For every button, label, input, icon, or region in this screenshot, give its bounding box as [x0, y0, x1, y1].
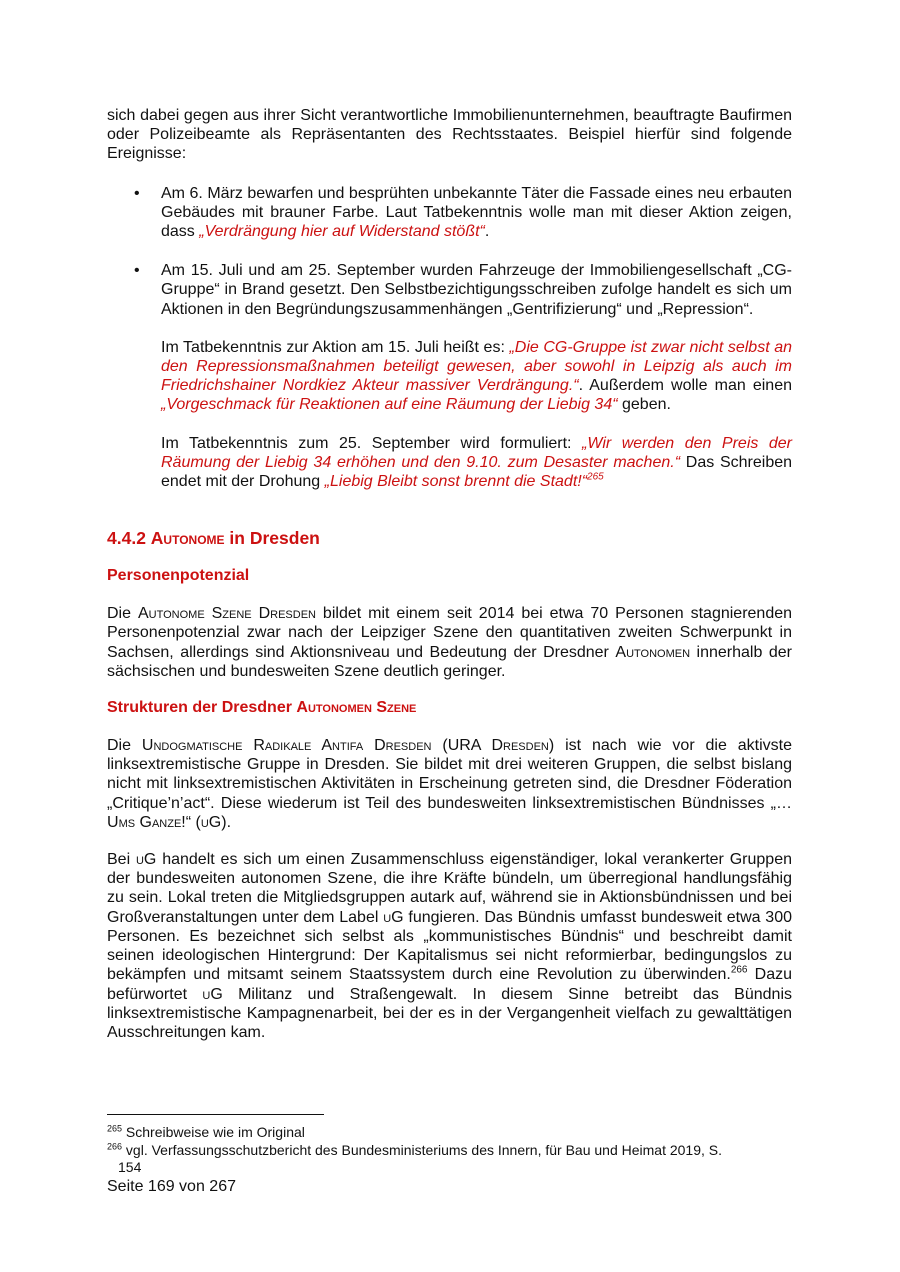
intro-paragraph: sich dabei gegen aus ihrer Sicht verantwortliche Immobilienunternehmen, beauftragte Baufirmen oder Polizeibeamte als Repräsentanten des Rechtsstaates. Beispiel hierfür sind folgende Ereignisse: [107, 107, 792, 163]
list-item [107, 261, 792, 319]
quote: „Die CG-Gruppe ist zwar nicht selbst an den Repressionsmaßnahmen beteiligt gewesen, aber sowohl in Leipzig als auch im Friedrichshainer Nordkiez Akteur massiver Verdrängung.“ [161, 338, 793, 395]
footnote-ref: 265 [587, 471, 604, 483]
body-paragraph: Bei uG handelt es sich um einen Zusammenschluss eigenständiger, lokal verankerter Gruppen der bundesweiten autonomen Szene, die ihre Kräfte bündeln, um überregional handlungsfähig zu sein. Lokal treten die Mitgliedsgruppen autark auf, während sie in Aktionsbündnissen und bei Großveranstaltungen unter dem Label uG fungieren. Das Bündnis umfasst bundesweit etwa 300 Personen. Es bezeichnet sich selbst als „kommunistisches Bündnis“ und beschreibt damit seinen ideologischen Hintergrund: Der Kapitalismus sei nicht reformierbar, bedingungslos zu bekämpfen und mitsamt seinem Staatssystem durch eine Revolution zu überwinden.$^{266}$ Dazu befürwortet uG Militanz und Straßengewalt. In diesem Sinne betreibt das Bündnis linksextremistische Kampagnenarbeit, bei der es in der Vergangenheit vielfach zu gewalttätigen Ausschreitungen kam. [107, 851, 793, 1041]
footnote: $^{265}$ Schreibweise wie im Original [107, 1123, 305, 1140]
bullet-text: Am 15. Juli und am 25. September wurden Fahrzeuge der Immobiliengesellschaft „CG-Gruppe“ in Brand gesetzt. Den Selbstbezichtigungsschreiben zufolge handelt es sich um Aktionen in den Begründungszusammenhängen „Gentrifizierung“ und „Repression“. [161, 262, 792, 318]
footnote-ref: 266 [730, 964, 748, 976]
footnotes [107, 1124, 797, 1177]
footnote-divider [107, 1114, 324, 1115]
footnote: $^{266}$ vgl. Verfassungsschutzbericht des Bundesministeriums des Innern, für Bau und Heimat 2019, S. [107, 1140, 723, 1158]
footnote-continuation: 154 [118, 1159, 142, 1175]
body-paragraph: Die Autonome Szene Dresden bildet mit einem seit 2014 bei etwa 70 Personen stagnierenden Personenpotenzial zwar nach der Leipziger Szene den quantitativen zweiten Schwerpunkt in Sachsen, allerdings sind Aktionsniveau und Bedeutung der Dresdner Autonomen innerhalb der sächsischen und bundesweiten Szene deutlich geringer. [107, 605, 793, 680]
quote: „Vorgeschmack für Reaktionen auf eine Räumung der Liebig 34“ [161, 396, 618, 414]
quote: „Wir werden den Preis der Räumung der Liebig 34 erhöhen und den 9.10. zum Desaster machen.“ [161, 434, 793, 471]
page-number: Seite 169 von 267 [107, 1178, 236, 1195]
quote: „Liebig Bleibt sonst brennt die Stadt!“ [324, 473, 588, 491]
body-paragraph: Die Undogmatische Radikale Antifa Dresden (URA Dresden) ist nach wie vor die aktivste linksextremistische Gruppe in Dresden. Sie bildet mit drei weiteren Gruppen, die selbst bislang nicht mit linksextremistischen Aktivitäten in Erscheinung getreten sind, die Dresdner Föderation „Critique’n’act“. Diese wiederum ist Teil des bundesweiten linksextremistischen Bündnisses „… Ums Ganze!“ (uG). [107, 737, 792, 831]
quote: „Verdrängung hier auf Widerstand stößt“ [199, 223, 485, 241]
subheading: Personenpotenzial [107, 567, 250, 585]
section-heading: 4.4.2 Autonome in Dresden [107, 528, 320, 549]
page-body [107, 106, 792, 1042]
list-item [107, 184, 792, 242]
bullet-icon: • [134, 262, 140, 280]
quote-paragraph: Im Tatbekenntnis zur Aktion am 15. Juli heißt es: „Die CG-Gruppe ist zwar nicht selbst an den Repressionsmaßnahmen beteiligt gewesen, aber sowohl in Leipzig als auch im Friedrichshainer Nordkiez Akteur massiver Verdrängung.“. Außerdem wolle man einen „Vorgeschmack für Reaktionen auf eine Räumung der Liebig 34“ geben. [161, 338, 793, 414]
bullet-icon: • [134, 184, 140, 202]
bullet-text: Am 6. März bewarfen und besprühten unbekannte Täter die Fassade eines neu erbauten Gebäudes mit brauner Farbe. Laut Tatbekenntnis wolle man mit dieser Aktion zeigen, dass „Verdrängung hier auf Widerstand stößt“. [161, 184, 792, 241]
subheading: Strukturen der Dresdner Autonomen Szene [107, 699, 417, 717]
quote-paragraph: Im Tatbekenntnis zum 25. September wird formuliert: „Wir werden den Preis der Räumung der Liebig 34 erhöhen und den 9.10. zum Desaster machen.“ Das Schreiben endet mit der Drohung „Liebig Bleibt sonst brennt die Stadt!“$^{265}$ [161, 434, 793, 491]
